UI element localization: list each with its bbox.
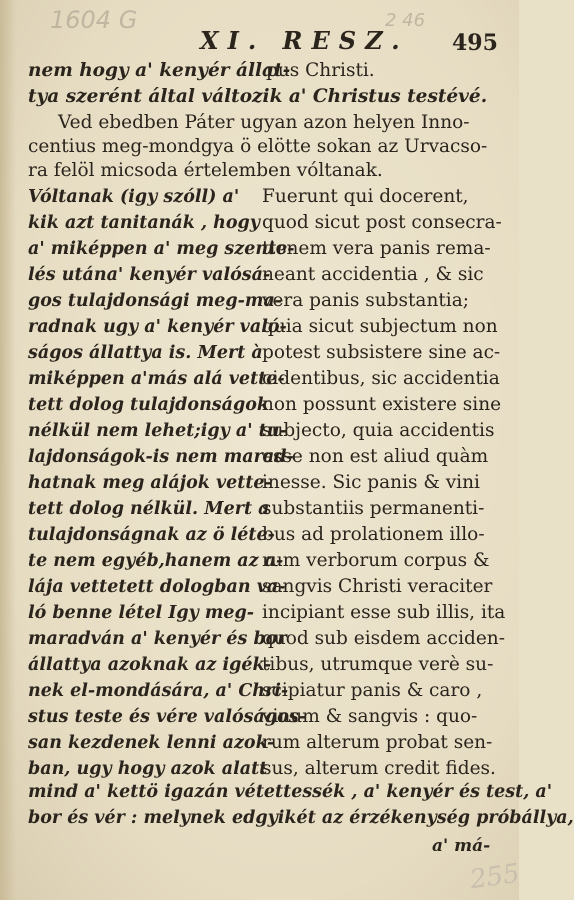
intro-line-3: ra felöl micsoda értelemben vóltanak. — [28, 160, 383, 181]
left-column-line: Vóltanak (igy szóll) a' — [28, 187, 240, 207]
left-column-line: tett dolog nélkül. Mert a — [28, 499, 270, 519]
right-column-line: rum verborum corpus & — [262, 550, 490, 571]
right-column-line: substantiis permanenti- — [262, 498, 485, 519]
left-column-line: miképpen a'más alá vette- — [28, 369, 285, 389]
intro-line-2: centius meg-mondgya ö elötte sokan az Urvacso- — [28, 136, 488, 157]
right-column-line: bus ad prolationem illo- — [262, 524, 485, 545]
right-column-line: vinum & sangvis : quo- — [262, 706, 478, 727]
left-column-line: lés utána' kenyér valósá- — [28, 265, 271, 285]
library-stamp: 255 — [468, 858, 522, 896]
hungarian-column — [28, 184, 306, 782]
left-column-line: ságos állattya is. Mert à — [28, 343, 263, 363]
right-column-line: vera panis substantia; — [262, 290, 469, 311]
top-line-1: nem hogy a' kenyér állat- — [28, 60, 291, 81]
right-column-line: quod sub eisdem acciden- — [262, 628, 505, 649]
right-column-line: scipiatur panis & caro , — [262, 680, 483, 701]
left-column-line: tulajdonságnak az ö léte- — [28, 525, 275, 545]
page-edge-shadow — [0, 0, 16, 900]
right-column-line: tibus, utrumque verè su- — [262, 654, 494, 675]
left-column-line: san kezdenek lenni azok- — [28, 733, 275, 753]
right-column-line: quod sicut post consecra- — [262, 212, 502, 233]
left-column-line: stus teste és vére valóságos- — [28, 707, 306, 727]
left-column-line: ban, ugy hogy azok alatt — [28, 759, 268, 779]
right-column-line: neant accidentia , & sic — [262, 264, 484, 285]
page-header — [0, 22, 519, 58]
top-line-right: pus Christi. — [266, 60, 375, 81]
right-column-line: quia sicut subjectum non — [262, 316, 498, 337]
handwritten-margin-note: 1604 G — [50, 6, 138, 34]
right-column-line: subjecto, quia accidentis — [262, 420, 495, 441]
handwritten-margin-note-2: 2 46 — [385, 10, 426, 31]
left-column-line: kik azt tanitanák , hogy — [28, 213, 260, 233]
left-column-line: a' miképpen a' meg szente- — [28, 239, 295, 259]
left-column-line: állattya azoknak az igék- — [28, 655, 272, 675]
right-column-line: inesse. Sic panis & vini — [262, 472, 480, 493]
page-number: 495 — [452, 30, 498, 56]
right-column-line: esse non est aliud quàm — [262, 446, 489, 467]
final-line: bor és vér : melynek edgyikét az érzékenység próbállya, — [28, 808, 574, 828]
right-column-line: tionem vera panis rema- — [262, 238, 491, 259]
left-column-line: nélkül nem lehet;igy a' tu- — [28, 421, 287, 441]
right-column-line: non possunt existere sine — [262, 394, 502, 415]
right-column-line: cidentibus, sic accidentia — [262, 368, 500, 389]
left-column-line: ló benne létel Igy meg- — [28, 603, 255, 623]
intro-line-1: Ved ebedben Páter ugyan azon helyen Inno- — [58, 112, 470, 133]
latin-column — [262, 184, 506, 782]
left-column-line: lája vettetett dologban va- — [28, 577, 286, 597]
left-column-line: gos tulajdonsági meg-ma- — [28, 291, 283, 311]
right-column-line: Fuerunt qui docerent, — [262, 186, 469, 207]
left-column-line: radnak ugy a' kenyér való- — [28, 317, 287, 337]
left-column-line: te nem egyéb,hanem az a- — [28, 551, 284, 571]
left-column-line: tett dolog tulajdonságok — [28, 395, 270, 415]
left-column-line: nek el-mondására, a' Chri- — [28, 681, 289, 701]
right-column-line: sangvis Christi veraciter — [262, 576, 493, 597]
left-column-line: lajdonságok-is nem marad- — [28, 447, 294, 467]
left-column-line: maradván a' kenyér és bor — [28, 629, 287, 649]
right-column-line: potest subsistere sine ac- — [262, 342, 501, 363]
left-column-line: hatnak meg alájok vette- — [28, 473, 272, 493]
right-column-line: sus, alterum credit fides. — [262, 758, 496, 779]
right-column-line: incipiant esse sub illis, ita — [262, 602, 506, 623]
running-title: XI. RESZ. — [200, 26, 409, 55]
spanning-line: mind a' kettö igazán vétettessék , a' kenyér és test, a' — [28, 782, 553, 802]
catchword: a' má- — [432, 836, 491, 856]
right-column-line: rum alterum probat sen- — [262, 732, 493, 753]
top-line-2: tya szerént által változik a' Christus testévé. — [28, 86, 488, 107]
